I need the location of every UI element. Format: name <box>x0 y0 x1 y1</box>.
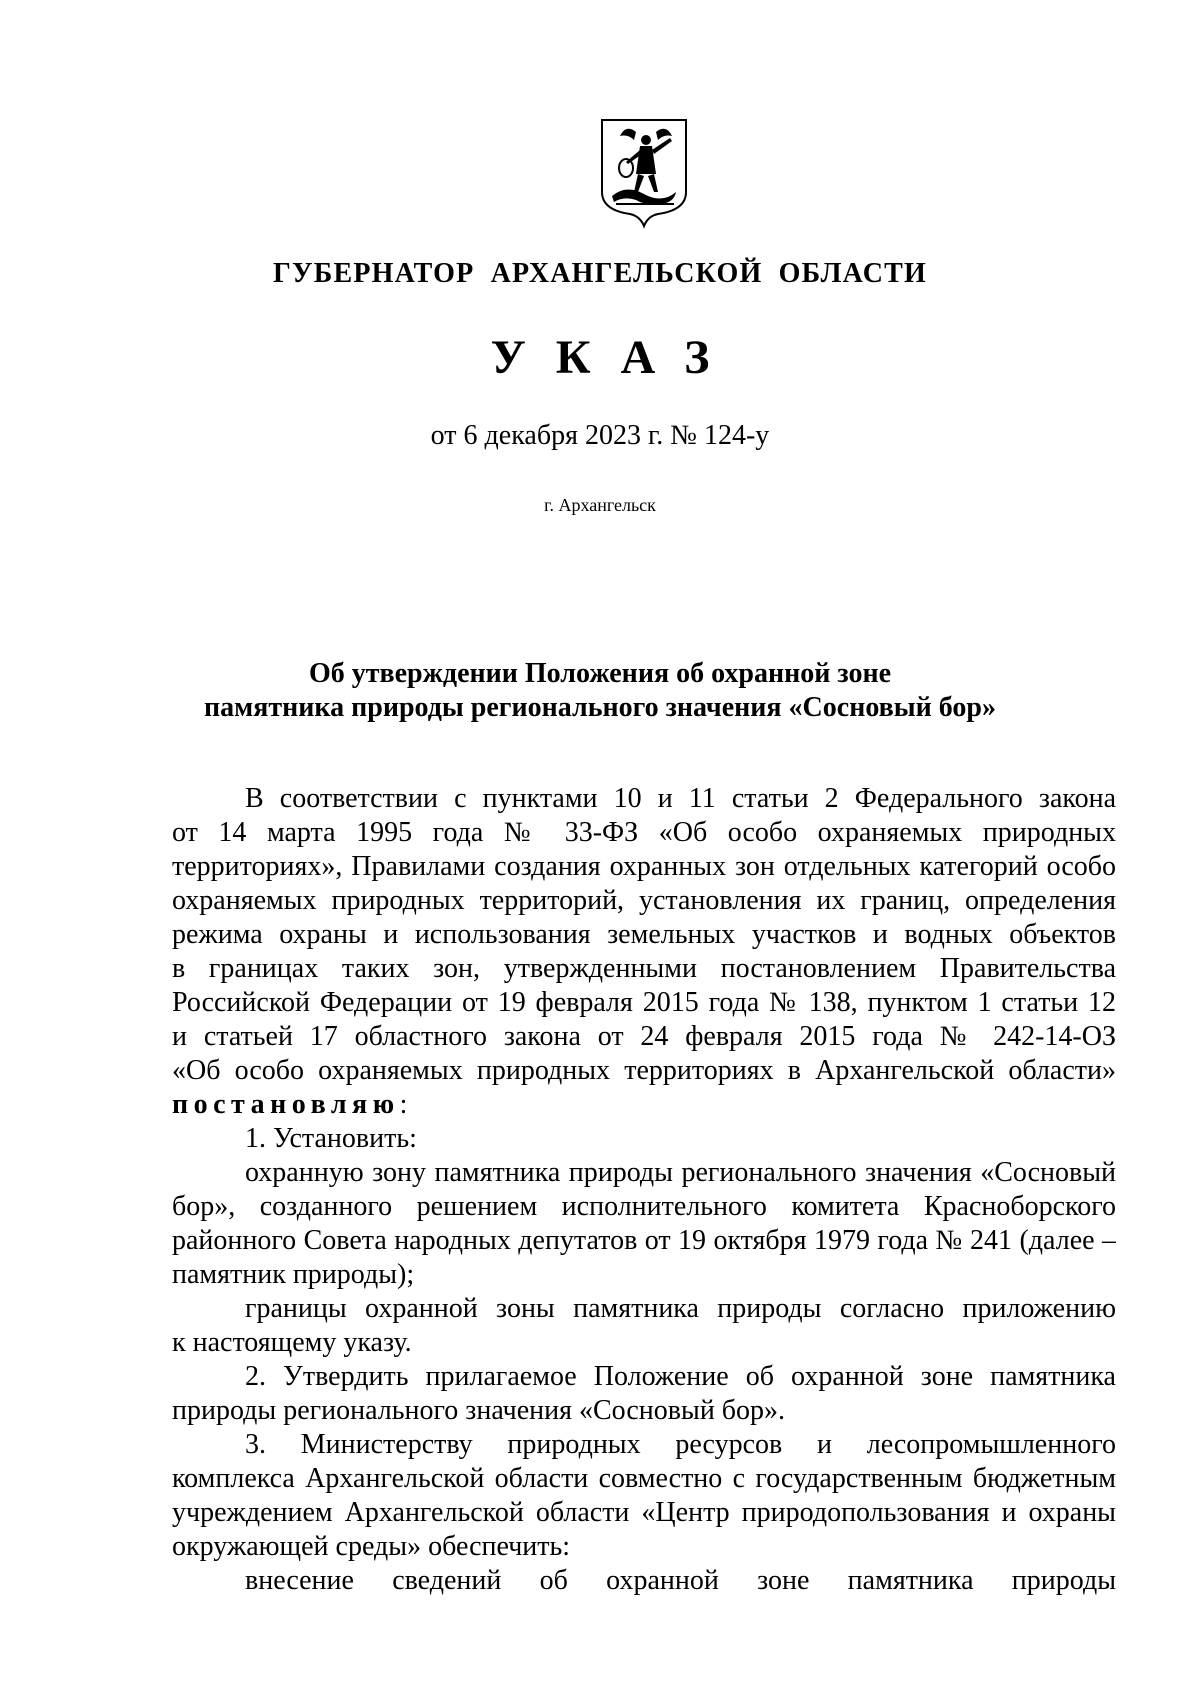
body-line: окружающей среды» обеспечить: <box>172 1531 571 1562</box>
body-line: границы охранной зоны памятника природы согласно приложению <box>245 1293 1116 1324</box>
body-line: в границах таких зон, утвержденными постановлением Правительства <box>172 953 1116 984</box>
coat-of-arms-icon <box>596 114 692 229</box>
decree-colon: : <box>399 1089 408 1120</box>
body-line: природы регионального значения «Сосновый бор». <box>172 1395 786 1426</box>
body-line: внесение сведений об охранной зоне памятника природы <box>245 1565 1116 1596</box>
body-line: охраняемых природных территорий, установления их границ, определения <box>172 885 1116 916</box>
document-title <box>0 657 1200 725</box>
body-line: учреждением Архангельской области «Центр природопользования и охраны <box>172 1497 1116 1528</box>
body-line: бор», созданного решением исполнительного комитета Красноборского <box>172 1191 1116 1222</box>
document-body <box>172 782 1116 1598</box>
body-line: 2. Утвердить прилагаемое Положение об охранной зоне памятника <box>245 1361 1116 1392</box>
issuing-authority: ГУБЕРНАТОР АРХАНГЕЛЬСКОЙ ОБЛАСТИ <box>273 258 927 289</box>
document-city: г. Архангельск <box>544 495 656 515</box>
body-line: охранную зону памятника природы регионального значения «Сосновый <box>245 1157 1116 1188</box>
body-line: и статьей 17 областного закона от 24 февраля 2015 года № 242-14-ОЗ <box>172 1021 1116 1052</box>
body-line: территориях», Правилами создания охранных зон отдельных категорий особо <box>172 851 1116 882</box>
body-line: «Об особо охраняемых природных территориях в Архангельской области» <box>172 1055 1116 1086</box>
document-date-number: от 6 декабря 2023 г. № 124-у <box>430 420 770 451</box>
body-line: Российской Федерации от 19 февраля 2015 года № 138, пунктом 1 статьи 12 <box>172 987 1116 1018</box>
body-line: В соответствии с пунктами 10 и 11 статьи 2 Федерального закона <box>245 783 1116 814</box>
body-line: к настоящему указу. <box>172 1327 412 1358</box>
body-line: 3. Министерству природных ресурсов и лесопромышленного <box>245 1429 1116 1460</box>
body-line: районного Совета народных депутатов от 19 октября 1979 года № 241 (далее – <box>172 1225 1116 1256</box>
body-line: режима охраны и использования земельных участков и водных объектов <box>172 919 1116 950</box>
body-line-decree <box>172 1088 1116 1122</box>
body-line: памятник природы); <box>172 1259 415 1290</box>
body-line: 1. Установить: <box>245 1123 417 1154</box>
title-line: памятника природы регионального значения «Сосновый бор» <box>204 692 996 723</box>
body-line: от 14 марта 1995 года № 33-ФЗ «Об особо охраняемых природных <box>172 817 1116 848</box>
title-line: Об утверждении Положения об охранной зоне <box>308 658 892 689</box>
decree-word: постановляю <box>172 1089 400 1120</box>
document-type: УКАЗ <box>490 331 740 384</box>
body-line: комплекса Архангельской области совместно с государственным бюджетным <box>172 1463 1116 1494</box>
